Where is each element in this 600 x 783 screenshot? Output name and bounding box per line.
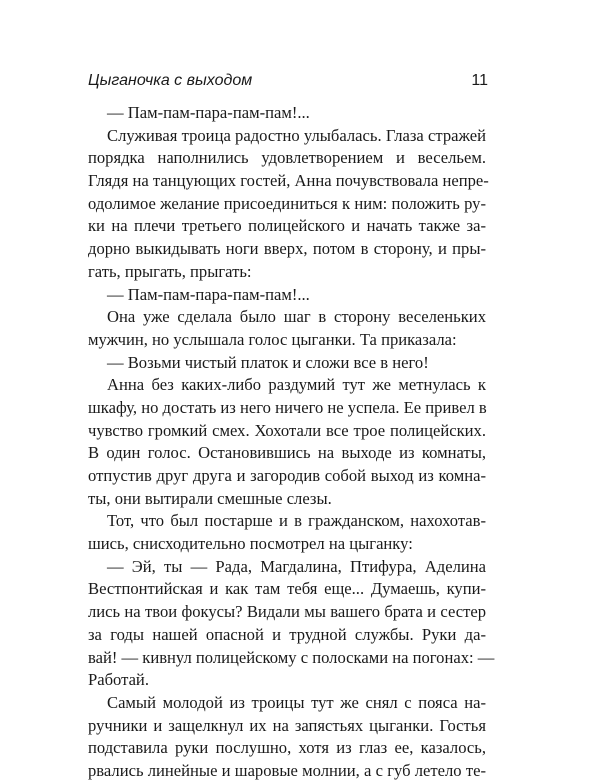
text-line: подставила руки послушно, хотя из глаз ее, казалось, — [88, 738, 486, 758]
page-number: 11 — [471, 72, 488, 89]
running-title: Цыганочка с выходом — [88, 72, 253, 89]
text-line: за годы нашей опасной и трудной службы. Руки да- — [88, 624, 486, 644]
text-line: ты, они вытирали смешные слезы. — [88, 488, 332, 508]
text-line: В один голос. Остановившись на выходе из комнаты, — [88, 443, 486, 463]
running-header — [88, 72, 488, 98]
text-line: вай! — кивнул полицейскому с полосками на погонах: — — [88, 647, 495, 667]
text-line: Служивая троица радостно улыбалась. Глаза стражей — [107, 125, 486, 145]
text-line: лись на твои фокусы? Видали мы вашего брата и сестер — [88, 602, 486, 622]
text-line: ки на плечи третьего полицейского и начать также за- — [88, 216, 486, 236]
text-line: — Возьми чистый платок и сложи все в него! — [107, 352, 429, 372]
text-line: ручники и защелкнул их на запястьях цыганки. Гостья — [88, 715, 486, 735]
text-line: Работай. — [88, 670, 149, 690]
text-line: Тот, что был постарше и в гражданском, нахохотав- — [107, 511, 486, 531]
text-line: мужчин, но услышала голос цыганки. Та приказала: — [88, 329, 457, 349]
body-text — [88, 102, 495, 783]
text-line: рвались линейные и шаровые молнии, а с губ летело те- — [88, 760, 486, 780]
text-line: гать, прыгать, прыгать: — [88, 261, 252, 281]
text-line: отпустив друг друга и загородив собой выход из комна- — [88, 466, 486, 485]
text-line: шкафу, но достать из него ничего не успела. Ее привел в — [88, 397, 487, 417]
text-line: — Пам-пам-пара-пам-пам!... — [107, 284, 310, 304]
text-line: — Эй, ты — Рада, Магдалина, Птифура, Аделина — [107, 556, 486, 576]
text-line: Анна без каких-либо раздумий тут же метнулась к — [107, 375, 486, 395]
text-line: Глядя на танцующих гостей, Анна почувствовала непре- — [88, 171, 489, 191]
text-line: Она уже сделала было шаг в сторону веселеньких — [107, 307, 486, 327]
text-line: — Пам-пам-пара-пам-пам!... — [107, 103, 310, 122]
text-line: Самый молодой из троицы тут же снял с пояса на- — [107, 692, 486, 712]
text-line: одолимое желание присоединиться к ним: положить ру- — [88, 193, 486, 213]
text-line: чувство громкий смех. Хохотали все трое полицейских. — [88, 420, 486, 440]
text-line: Вестпонтийская и как там тебя еще... Думаешь, купи- — [88, 579, 486, 599]
text-line: дорно выкидывать ноги вверх, потом в сторону, и пры- — [88, 239, 486, 259]
text-line: шись, снисходительно посмотрел на цыганку: — [88, 534, 413, 554]
text-line: порядка наполнились удовлетворением и весельем. — [88, 148, 486, 168]
